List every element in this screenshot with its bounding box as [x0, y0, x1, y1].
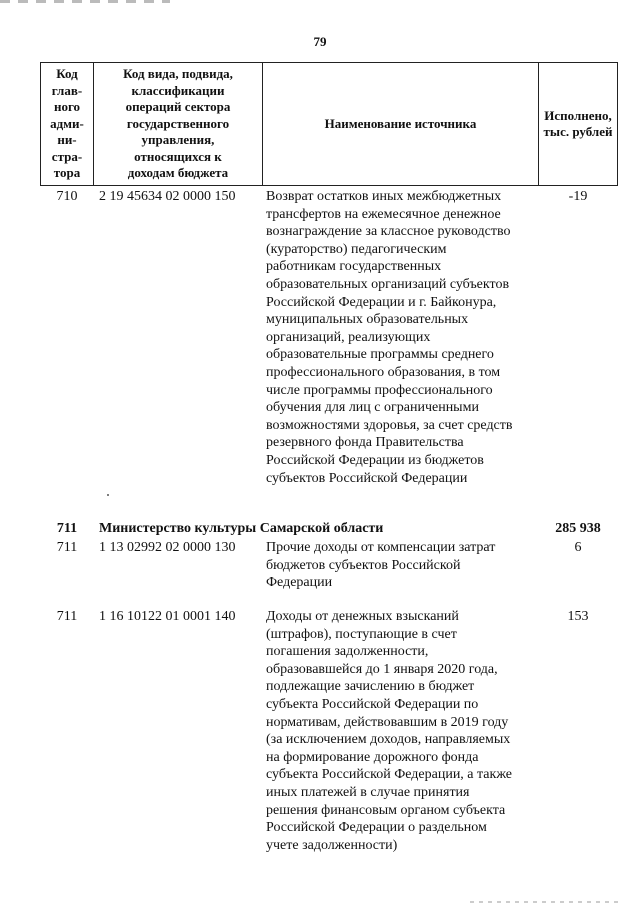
header-code-line: управления,	[141, 132, 215, 148]
executed-amount: 6	[574, 540, 582, 555]
source-name-line: бюджетов субъектов Российской	[266, 557, 461, 573]
header-admin-code	[40, 62, 94, 186]
budget-code: 1 13 02992 02 0000 130	[99, 540, 236, 555]
source-name-line: образовательных организаций субъектов	[266, 276, 510, 292]
header-admin-line: стра-	[51, 148, 83, 164]
source-name-line: образовательные программы среднего	[266, 347, 494, 363]
header-code-line: государственного	[126, 115, 230, 131]
source-name-line: погашения задолженности,	[266, 644, 429, 660]
admin-code: 710	[56, 189, 78, 204]
source-name-line: резервного фонда Правительства	[266, 435, 464, 451]
source-name-line: образовавшейся до 1 января 2020 года,	[266, 661, 498, 677]
budget-code: 2 19 45634 02 0000 150	[99, 189, 236, 204]
budget-code: 1 16 10122 01 0001 140	[99, 609, 236, 624]
source-name-line: Федерации	[266, 575, 333, 591]
source-name-line: работникам государственных	[266, 259, 442, 275]
source-name-line: трансфертов на ежемесячное денежное	[266, 206, 501, 222]
header-budget-code	[93, 62, 263, 186]
header-code-line: доходам бюджета	[127, 165, 229, 181]
header-admin-line: Код	[56, 66, 78, 82]
header-code-line: относящихся к	[134, 148, 222, 164]
header-code-line: Код вида, подвида,	[123, 66, 233, 82]
header-executed-line: тыс. рублей	[543, 124, 613, 139]
admin-code: 711	[56, 609, 78, 624]
header-source-name-label: Наименование источника	[324, 115, 477, 131]
executed-amount: 153	[567, 609, 589, 624]
source-name-line: (кураторство) педагогическим	[266, 241, 447, 257]
source-name-line: Прочие доходы от компенсации затрат	[266, 540, 496, 555]
source-name-line: возможностями здоровья, за счет средств	[266, 417, 513, 433]
source-name	[266, 188, 536, 487]
header-executed-line: Исполнено,	[544, 107, 612, 123]
source-name-line: (за исключением доходов, направляемых	[266, 732, 511, 748]
header-admin-line: ного	[53, 99, 81, 115]
source-name-line: решения финансовым органом субъекта	[266, 802, 506, 818]
source-name-line: субъектов Российской Федерации	[266, 470, 468, 486]
scan-artifact-top	[0, 0, 170, 3]
source-name-line: субъекта Российской Федерации, а также	[266, 767, 513, 783]
source-name-line: Доходы от денежных взысканий	[266, 609, 459, 624]
source-name-line: на формирование дорожного фонда	[266, 749, 479, 765]
source-name-line: профессионального образования, в том	[266, 364, 501, 380]
source-name-line: муниципальных образовательных	[266, 312, 469, 328]
source-name-line: подлежащие зачислению в бюджет	[266, 679, 475, 695]
source-name-line: Российской Федерации и г. Байконура,	[266, 294, 497, 310]
header-admin-line: тора	[53, 165, 81, 181]
header-code-line: классификации	[131, 82, 225, 98]
source-name-line: Российской Федерации из бюджетов	[266, 452, 484, 468]
header-admin-line: адми-	[50, 115, 84, 131]
ministry-total-amount: 285 938	[555, 521, 601, 536]
scan-artifact-bottom	[470, 901, 620, 903]
source-name-line: обучения для лиц с ограниченными	[266, 400, 479, 416]
admin-code: 711	[56, 540, 78, 555]
header-admin-line: глав-	[51, 82, 83, 98]
source-name-line: (штрафов), поступающие в счет	[266, 626, 457, 642]
source-name	[266, 539, 536, 592]
page-number: 79	[313, 34, 327, 49]
executed-amount: -19	[568, 189, 588, 204]
header-executed	[538, 62, 618, 186]
ministry-title: Министерство культуры Самарской области	[99, 521, 384, 536]
source-name-line: иных платежей в случае принятия	[266, 784, 470, 800]
source-name-line: числе программы профессионального	[266, 382, 493, 398]
source-name-line: вознаграждение за классное руководство	[266, 224, 511, 240]
header-admin-line: ни-	[57, 132, 77, 148]
source-name-line: нормативам, действовавшим в 2019 году	[266, 714, 509, 730]
source-name-line: учете задолженности)	[266, 837, 398, 853]
source-name-line: Возврат остатков иных межбюджетных	[266, 189, 502, 204]
source-name-line: организаций, реализующих	[266, 329, 431, 345]
source-name	[266, 608, 536, 854]
admin-code: 711	[56, 521, 78, 536]
header-source-name	[262, 62, 539, 186]
source-name-line: Российской Федерации о раздельном	[266, 820, 487, 836]
source-name-line: субъекта Российской Федерации по	[266, 696, 479, 712]
scan-speck	[107, 494, 109, 496]
header-code-line: операций сектора	[125, 99, 231, 115]
